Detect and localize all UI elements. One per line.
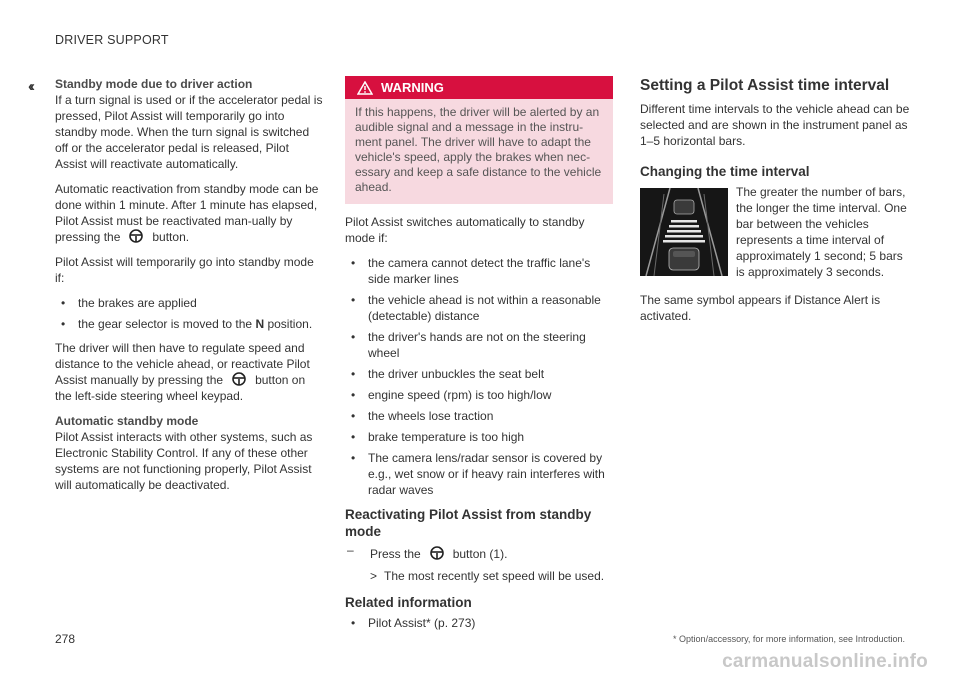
list-item: • the driver unbuckles the seat belt <box>351 367 545 381</box>
heading-setting-time-interval: Setting a Pilot Assist time interval <box>640 77 890 94</box>
previous-chevron-icon[interactable]: ‹‹ <box>28 78 32 95</box>
heading-standby-driver: Standby mode due to driver action <box>55 77 253 91</box>
list-item: • engine speed (rpm) is too high/low <box>351 388 552 402</box>
paragraph: If a turn signal is used or if the accelerator pedal is pressed, Pilot Assist will temporarily go into standby mode. When the turn signal is switched off or the accelerator pedal is released, Pilot Assist will reactivate automatically. <box>55 93 323 171</box>
paragraph: Pilot Assist switches automatically to standby mode if: <box>345 215 585 245</box>
list-item: • the camera cannot detect the traffic lane's side marker lines <box>351 256 591 286</box>
column-right <box>640 76 912 333</box>
heading-changing-time-interval: Changing the time interval <box>640 164 810 179</box>
bullet-list <box>345 255 613 498</box>
related-link[interactable]: • Pilot Assist* (p. 273) <box>351 616 476 630</box>
bullet-list <box>55 295 323 332</box>
paragraph: Different time intervals to the vehicle ahead can be selected and are shown in the instrument panel as 1–5 horizontal bars. <box>640 102 910 148</box>
paragraph: Pilot Assist will temporarily go into standby mode if: <box>55 255 314 285</box>
paragraph: Pilot Assist interacts with other systems, such as Electronic Stability Control. If any of these other systems are not functioning properly, Pilot Assist will automatically be deactivated. <box>55 430 313 492</box>
related-list <box>345 615 613 631</box>
column-middle <box>345 76 613 639</box>
section-header: DRIVER SUPPORT <box>55 33 169 47</box>
list-item: • The camera lens/radar sensor is covered by e.g., wet snow or if heavy rain interferes with radar waves <box>351 451 605 497</box>
list-item: • the wheels lose traction <box>351 409 494 423</box>
list-item: • the brakes are applied <box>61 296 197 310</box>
pilot-assist-steering-icon <box>231 372 247 386</box>
list-item: • the vehicle ahead is not within a reasonable (detectable) distance <box>351 293 601 323</box>
page-number: 278 <box>55 632 76 646</box>
warning-header <box>345 76 613 99</box>
warning-title: WARNING <box>381 79 444 95</box>
warning-body: If this happens, the driver will be alerted by an audible signal and a message in the instru-ment panel. The driver will have to adapt the vehicle's speed, apply the brakes when nec-essary and keep a safe distance to the vehicle ahead. <box>345 99 613 204</box>
list-item: • brake temperature is too high <box>351 430 525 444</box>
heading-automatic-standby: Automatic standby mode <box>55 414 199 428</box>
footnote: * Option/accessory, for more information, see Introduction. <box>673 634 905 644</box>
heading-related-information: Related information <box>345 595 472 610</box>
paragraph: The same symbol appears if Distance Alert is activated. <box>640 293 881 323</box>
pilot-assist-steering-icon <box>429 546 445 560</box>
procedure-result: > The most recently set speed will be used. <box>370 569 605 583</box>
heading-reactivating: Reactivating Pilot Assist from standby mode <box>345 507 592 539</box>
watermark: carmanualsonline.info <box>722 651 928 672</box>
paragraph: The driver will then have to regulate speed and distance to the vehicle ahead, or reactivate Pilot Assist manually by pressing the button on the left-side steering wheel keypad. <box>55 341 310 403</box>
column-left <box>55 76 323 502</box>
warning-triangle-icon <box>357 81 373 95</box>
list-item: • the driver's hands are not on the steering wheel <box>351 330 586 360</box>
paragraph: The greater the number of bars, the longer the time interval. One bar between the vehicles represents a time interval of approximately 1 second; 5 bars is approximately 3 seconds. <box>736 185 907 279</box>
paragraph: Automatic reactivation from standby mode can be done within 1 minute. After 1 minute has elapsed, Pilot Assist must be reactivated man-ually by pressing the button. <box>55 182 319 244</box>
pilot-assist-steering-icon <box>128 229 144 243</box>
time-interval-block <box>640 184 912 280</box>
time-interval-display-image <box>640 188 728 276</box>
list-item: • the gear selector is moved to the N position. <box>61 317 313 331</box>
procedure-step: – Press the button (1). <box>347 543 508 561</box>
